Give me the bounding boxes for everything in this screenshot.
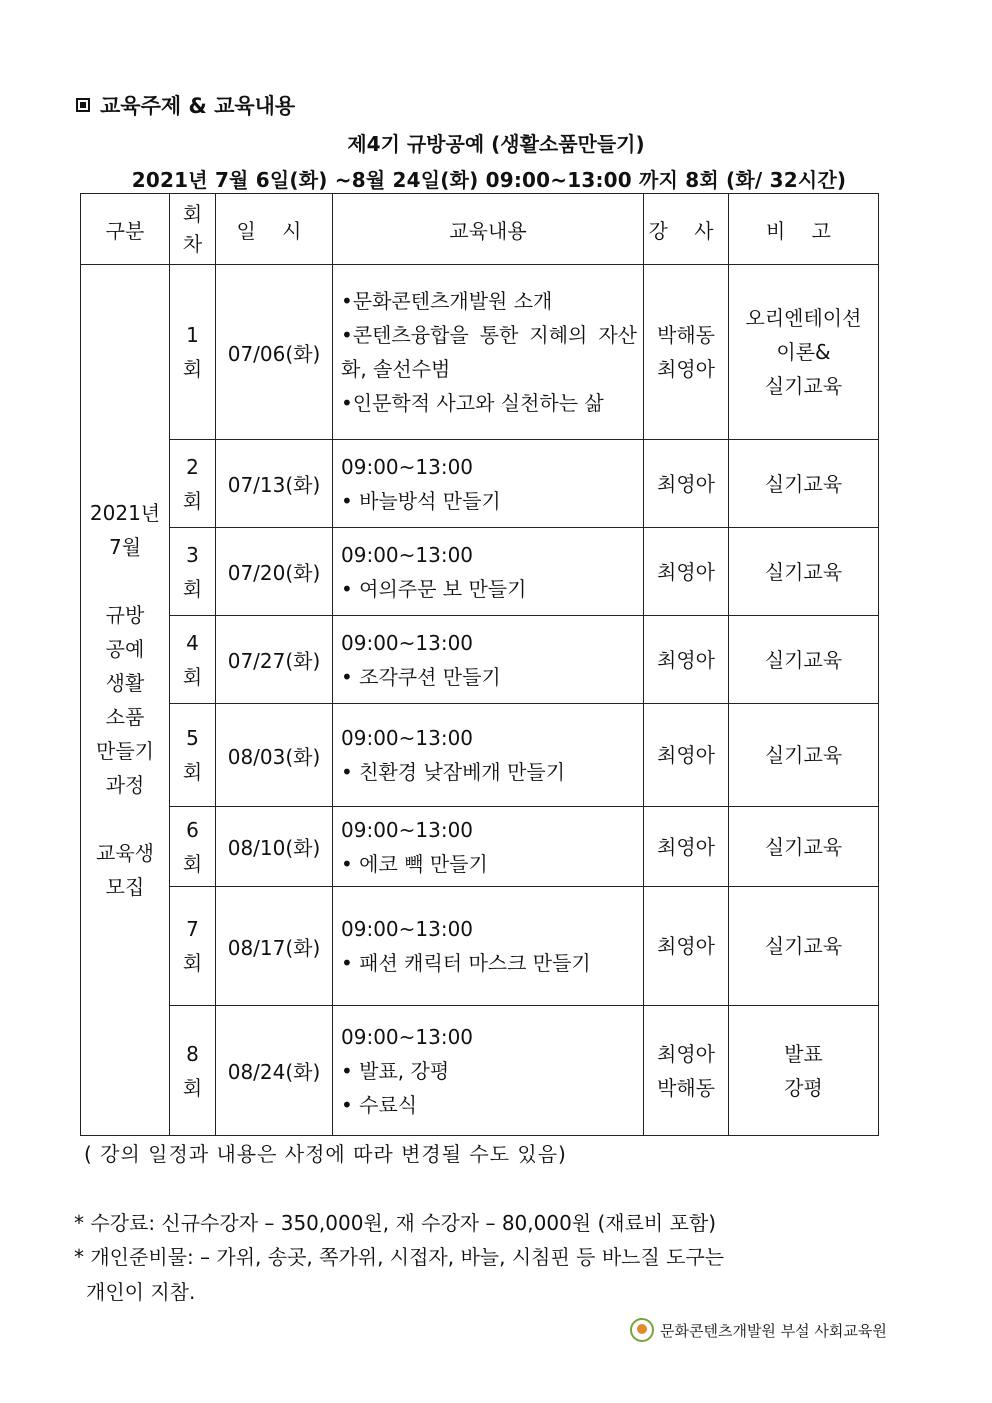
footnote-supplies: * 개인준비물: – 가위, 송곳, 쪽가위, 시접자, 바늘, 시침핀 등 바느질 도구는 [74, 1245, 725, 1269]
round-cell: 6 회 [170, 807, 216, 887]
note-cell: 실기교육 [729, 807, 879, 887]
content-line: • 수료식 [341, 1092, 418, 1117]
header-lecturer: 강 사 [644, 194, 729, 265]
date-cell: 07/06(화) [216, 265, 333, 440]
content-cell [333, 887, 644, 1006]
content-line: 09:00~13:00 [341, 817, 474, 842]
round-cell: 2 회 [170, 440, 216, 528]
table-row [81, 807, 879, 887]
lecturer-cell: 최영아 [644, 704, 729, 807]
table-row [81, 887, 879, 1006]
content-cell [333, 265, 644, 440]
note-cell: 발표 강평 [729, 1006, 879, 1136]
content-line: •문화콘텐츠개발원 소개 [341, 289, 553, 313]
footer-organization [630, 1318, 887, 1342]
date-cell: 07/13(화) [216, 440, 333, 528]
content-line: • 친환경 낮잠베개 만들기 [341, 760, 566, 784]
table-row [81, 704, 879, 807]
note-cell: 실기교육 [729, 704, 879, 807]
round-cell: 3 회 [170, 528, 216, 616]
content-line: 09:00~13:00 [341, 1024, 474, 1049]
table-row [81, 616, 879, 704]
table-header-row [81, 194, 879, 265]
table-row [81, 440, 879, 528]
lecturer-cell: 최영아 [644, 807, 729, 887]
round-cell: 7 회 [170, 887, 216, 1006]
date-cell: 08/24(화) [216, 1006, 333, 1136]
square-bullet-icon [76, 98, 90, 112]
organization-logo-icon [630, 1318, 654, 1342]
lecturer-cell: 최영아 [644, 528, 729, 616]
content-cell [333, 528, 644, 616]
page-subtitle: 2021년 7월 6일(화) ~8월 24일(화) 09:00~13:00 까지 8회 (화/ 32시간) [131, 168, 847, 192]
round-cell: 4 회 [170, 616, 216, 704]
note-cell: 실기교육 [729, 528, 879, 616]
footer-org-name: 문화콘텐츠개발원 부설 사회교육원 [660, 1321, 887, 1340]
content-line: • 발표, 강평 [341, 1058, 450, 1083]
content-line: 09:00~13:00 [341, 917, 474, 941]
content-line: 09:00~13:00 [341, 630, 474, 655]
note-cell: 실기교육 [729, 616, 879, 704]
section-title: 교육주제 & 교육내용 [100, 94, 296, 118]
date-cell: 08/03(화) [216, 704, 333, 807]
content-line: • 바늘방석 만들기 [341, 488, 501, 513]
note-cell: 오리엔테이션 이론& 실기교육 [729, 265, 879, 440]
note-cell: 실기교육 [729, 440, 879, 528]
schedule-remark: ( 강의 일정과 내용은 사정에 따라 변경될 수도 있음) [84, 1142, 567, 1166]
header-datetime: 일 시 [216, 194, 333, 265]
header-round: 회 차 [170, 194, 216, 265]
page-title: 제4기 규방공예 (생활소품만들기) [347, 132, 645, 156]
date-cell: 07/20(화) [216, 528, 333, 616]
content-line: •콘텐츠융합을 통한 지혜의 자산화, 솔선수범 [341, 323, 637, 381]
content-cell [333, 704, 644, 807]
category-cell: 2021년 7월 규방 공예 생활 소품 만들기 과정 교육생 모집 [81, 265, 170, 1136]
lecturer-cell: 최영아 [644, 616, 729, 704]
round-cell: 5 회 [170, 704, 216, 807]
table-row [81, 1006, 879, 1136]
lecturer-cell: 최영아 박해동 [644, 1006, 729, 1136]
table-row [81, 528, 879, 616]
round-cell: 8 회 [170, 1006, 216, 1136]
section-heading [76, 90, 295, 120]
header-category: 구분 [81, 194, 170, 265]
date-cell: 08/10(화) [216, 807, 333, 887]
lecturer-cell: 박해동 최영아 [644, 265, 729, 440]
footnote-fee: * 수강료: 신규수강자 – 350,000원, 재 수강자 – 80,000원 (재료비 포함) [74, 1211, 717, 1235]
schedule-table [80, 193, 879, 1136]
note-cell: 실기교육 [729, 887, 879, 1006]
content-line: 09:00~13:00 [341, 454, 474, 479]
content-line: 09:00~13:00 [341, 726, 474, 750]
content-cell [333, 616, 644, 704]
header-content: 교육내용 [333, 194, 644, 265]
content-line: • 여의주문 보 만들기 [341, 576, 527, 601]
footnote-supplies-cont: 개인이 지참. [86, 1280, 196, 1304]
content-line: • 에코 빽 만들기 [341, 851, 488, 876]
date-cell: 08/17(화) [216, 887, 333, 1006]
round-cell: 1 회 [170, 265, 216, 440]
content-line: 09:00~13:00 [341, 542, 474, 567]
lecturer-cell: 최영아 [644, 440, 729, 528]
table-row [81, 265, 879, 440]
content-cell [333, 807, 644, 887]
content-line: • 조각쿠션 만들기 [341, 664, 501, 689]
header-note: 비 고 [729, 194, 879, 265]
content-line: •인문학적 사고와 실천하는 삶 [341, 391, 604, 415]
content-line: • 패션 캐릭터 마스크 만들기 [341, 951, 591, 975]
date-cell: 07/27(화) [216, 616, 333, 704]
content-cell [333, 1006, 644, 1136]
lecturer-cell: 최영아 [644, 887, 729, 1006]
content-cell [333, 440, 644, 528]
